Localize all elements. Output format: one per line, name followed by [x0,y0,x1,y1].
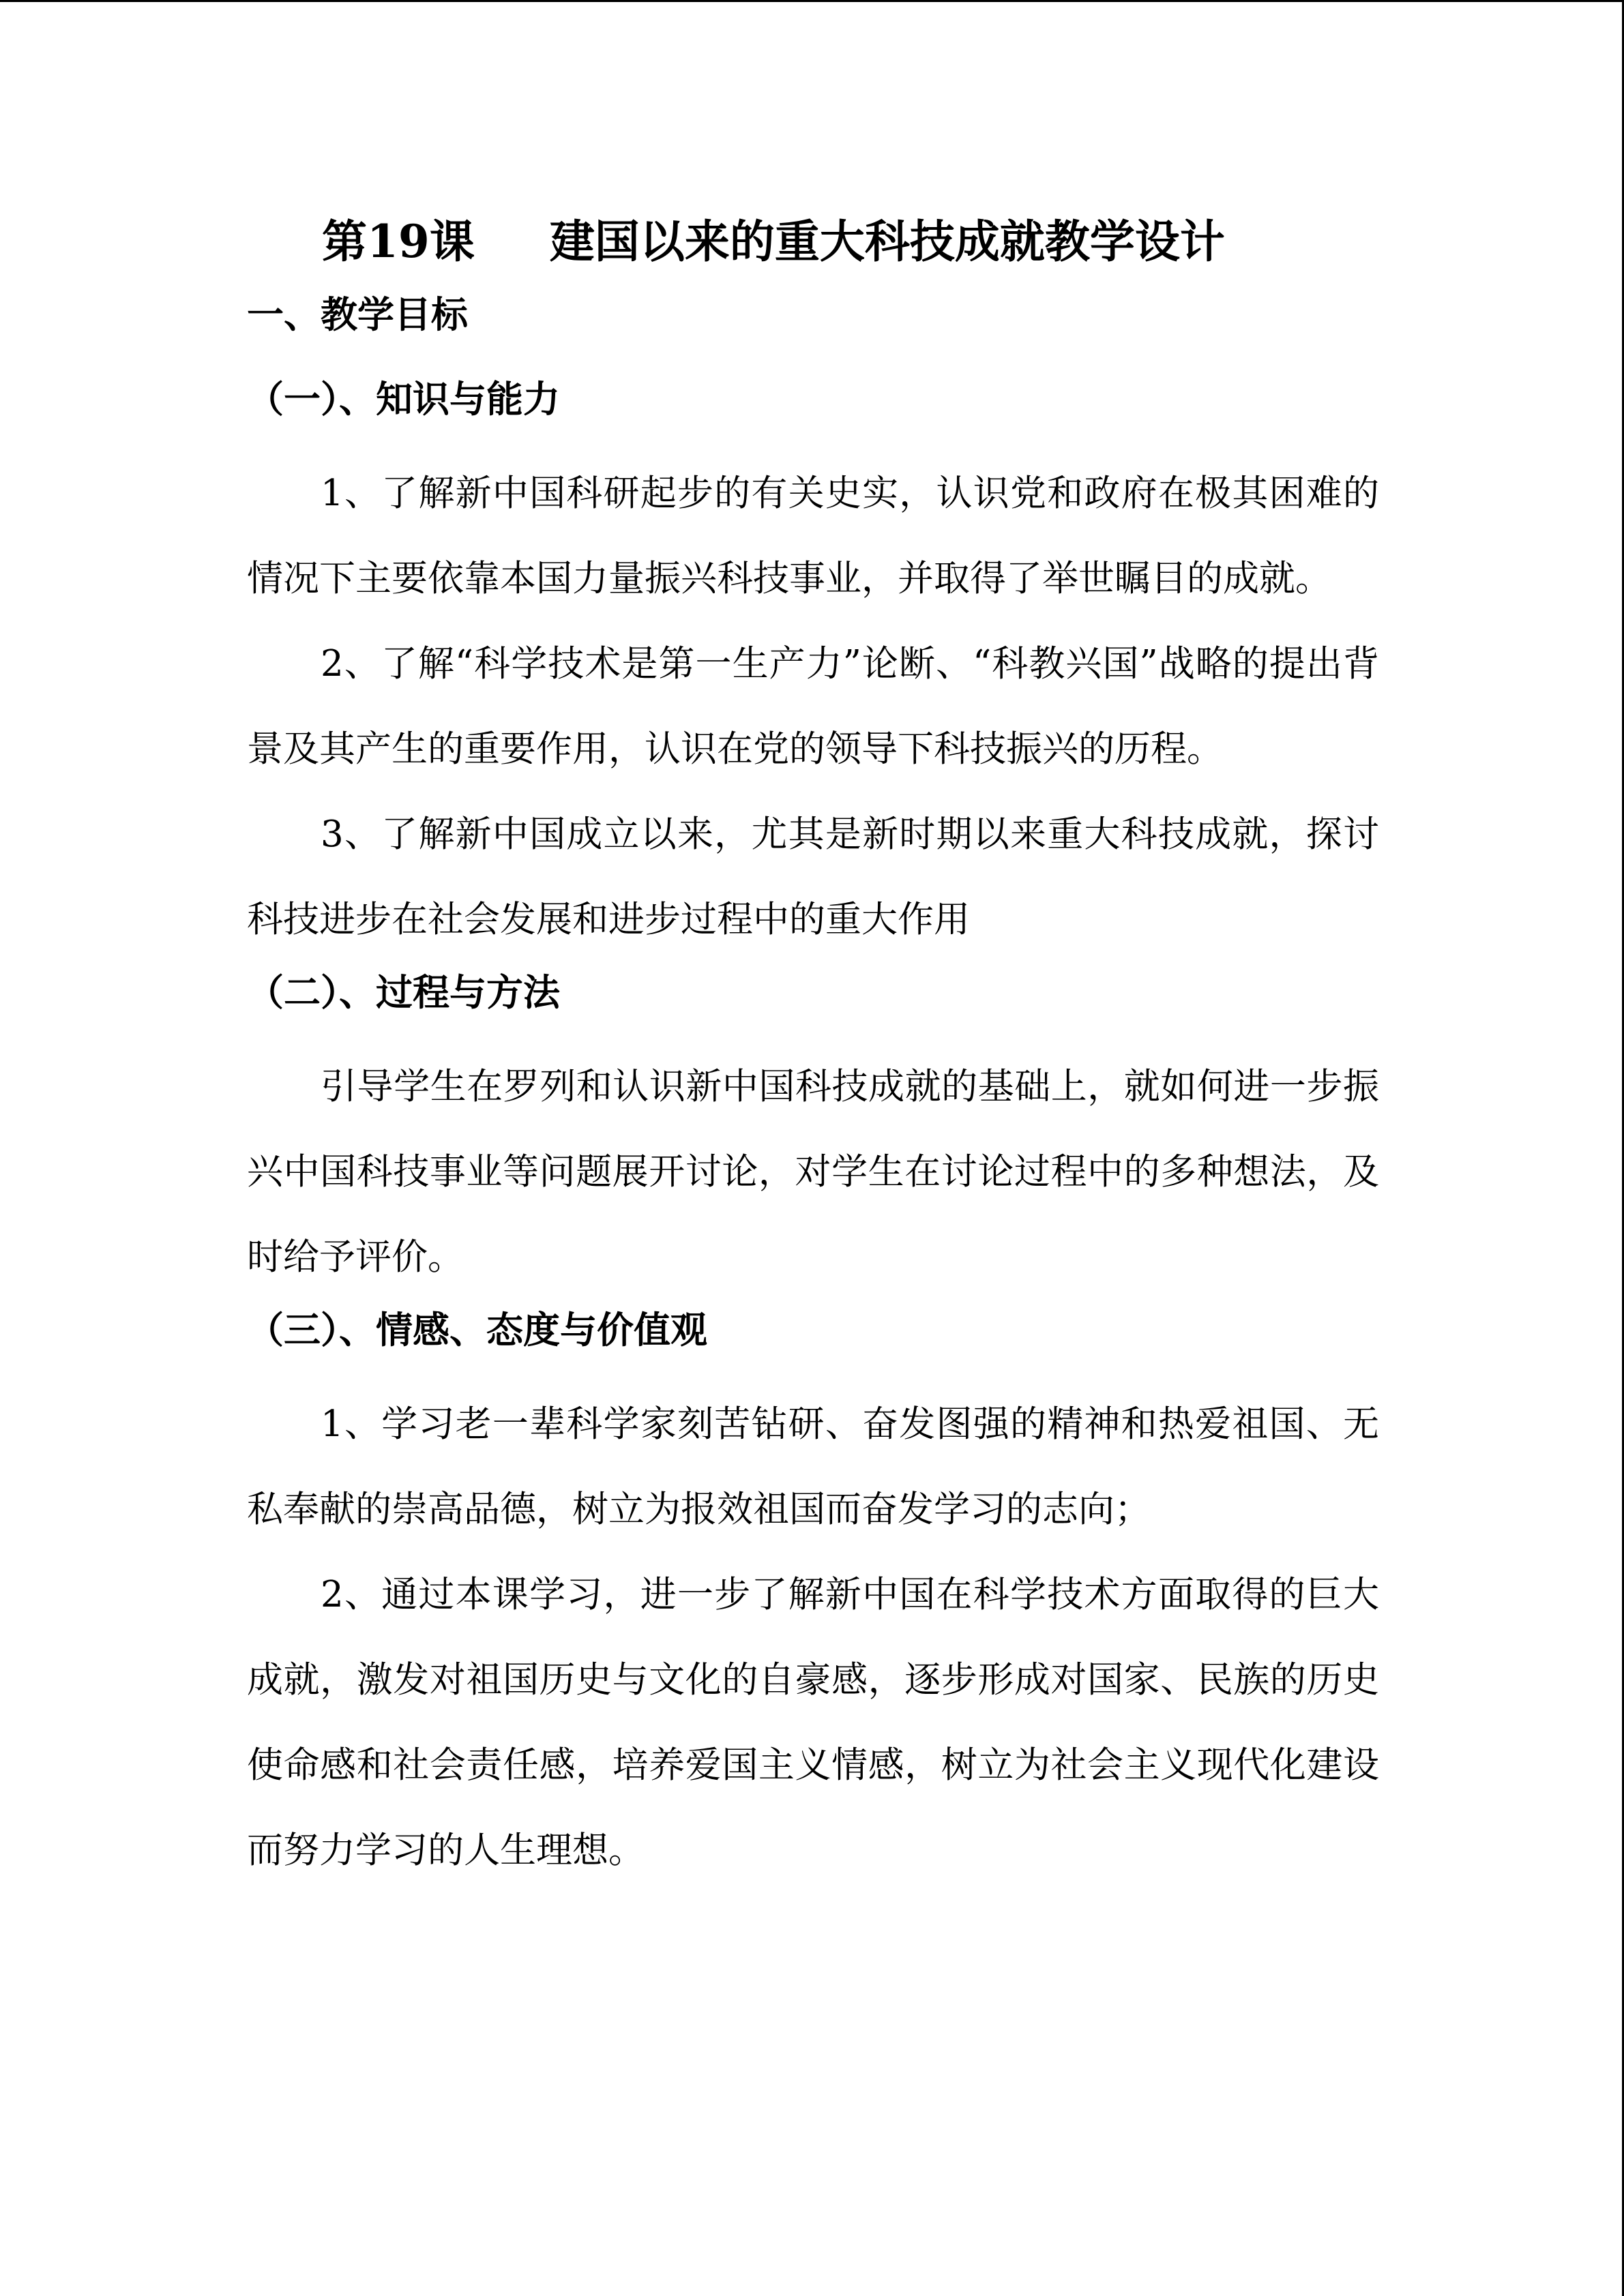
paragraph-knowledge-1: 1、了解新中国科研起步的有关史实，认识党和政府在极其困难的情况下主要依靠本国力量振兴科技事业，并取得了举世瞩目的成就。 [247,473,1379,599]
title-main-text: 建国以来的重大科技成就教学设计 [549,215,1225,268]
document-title [247,204,1379,279]
subsection-heading-values: （三）、情感、态度与价值观 [247,1308,707,1352]
paragraph-knowledge-3: 3、了解新中国成立以来，尤其是新时期以来重大科技成就，探讨科技进步在社会发展和进步过程中的重大作用 [247,814,1379,940]
paragraph-knowledge-2: 2、了解“科学技术是第一生产力”论断、“科教兴国”战略的提出背景及其产生的重要作用，认识在党的领导下科技振兴的历程。 [247,643,1379,770]
subsection-heading-process: （二）、过程与方法 [247,970,560,1014]
subsection-heading-knowledge: （一）、知识与能力 [247,377,560,421]
section-heading-teaching-goals: 一、教学目标 [247,293,468,336]
paragraph-values-2: 2、通过本课学习，进一步了解新中国在科学技术方面取得的巨大成就，激发对祖国历史与文化的自豪感，逐步形成对国家、民族的历史使命感和社会责任感，培养爱国主义情感，树立为社会主义现代化建设而努力学习的人生理想。 [247,1574,1379,1871]
title-lesson-number: 第19课 [322,215,475,268]
paragraph-values-1: 1、学习老一辈科学家刻苦钻研、奋发图强的精神和热爱祖国、无私奉献的崇高品德，树立为报效祖国而奋发学习的志向； [247,1403,1379,1530]
paragraph-process-1: 引导学生在罗列和认识新中国科技成就的基础上，就如何进一步振兴中国科技事业等问题展开讨论，对学生在讨论过程中的多种想法，及时给予评价。 [247,1066,1379,1278]
document-content [247,204,1379,1893]
